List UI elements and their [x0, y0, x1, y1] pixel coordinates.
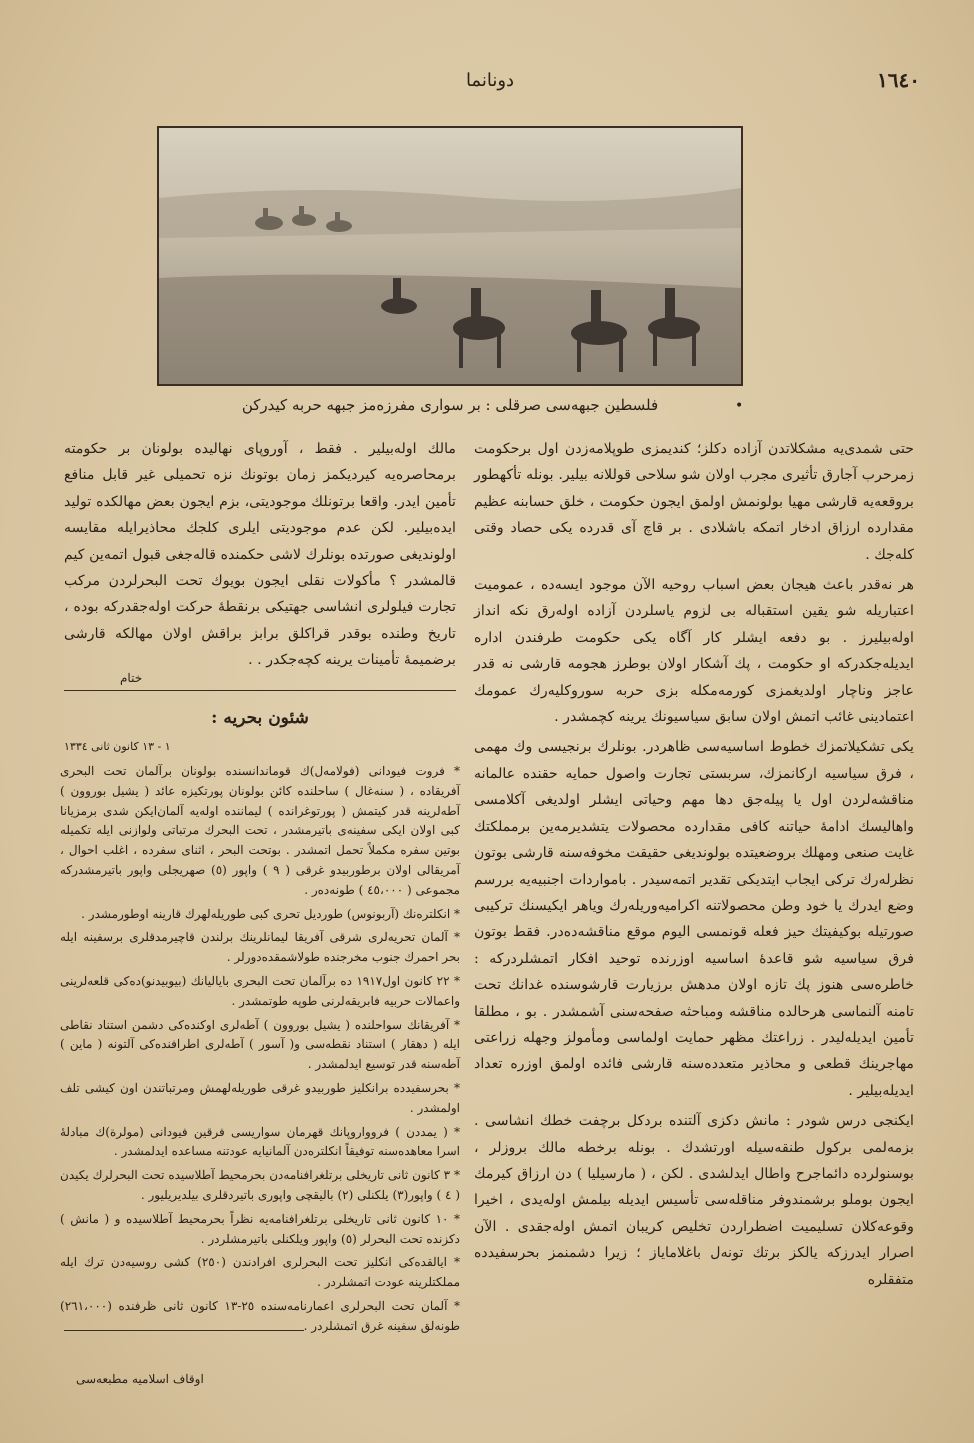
section-divider — [64, 690, 456, 691]
news-item: * آلمان تحريه‌لری شرقی آفريقا ليمانلرينك برلندن قاچيرمدقلری برسفينه ايله بحر احمرك جنوب مخرجنده طولاشمقده‌دورلر . — [60, 930, 460, 965]
footer-divider — [64, 1330, 304, 1331]
news-item: * ٢٢ كانون اول١٩١٧ ده برآلمان تحت البحری باياليانك (بيوبيدنو)ده‌كی قلعه‌لرینی واعمالات حربيه فابريقه‌لرنی طوپه طوتمشدر . — [60, 973, 460, 1008]
naval-news-list — [60, 762, 460, 1341]
naval-news-date: ١ - ١٣ كانون ثانی ١٣٣٤ — [64, 740, 171, 753]
article-paragraph: ايكنجی درس شودر : مانش دكزی آلتنده بردكل برچفت خطك انشاسی . بزمه‌لمی بركول طنقه‌سيله اورتشدك . بونله برخطه مالك بروزلر ، بوسنولرده دائماجرح واطال ايدلشدی . لكن ، ( مارسيليا ) دن ارزاق كيرمك ايجون بوملو برشمندوفر مناقله‌سی تأسيس ايديله بيلمش اوله‌يدی ، اخيرا وقوعه‌كلان تسليميت اضطراردن تخليص كريبان اتمش اوله‌جقدی . الآن اصرار ايدرزكه يالكز برتك تونه‌ل باغلاماياز ؛ زيرا دشمنمز بحرسفيدده متفقلره — [474, 1113, 914, 1288]
page-header — [60, 68, 920, 102]
masthead-title: دونانما — [465, 70, 515, 91]
naval-news-title: شئون بحريه : — [211, 708, 309, 728]
news-item: * ١٠ كانون ثانی تاريخلی برتلغرافنامه‌يه نظراً بحرمحيط آطلاسيده و ( مانش ) دكزنده تحت البحرلر (٥) واپور ويلكنلی باتيرمشلردر . — [60, 1211, 460, 1246]
article-paragraph: مالك اوله‌بيلير . فقط ، آوروپای نهاليده بولونان بر حكومته برمحاصره‌يه كيرديكمز زمان بوتونك نزه تحميلی غير قابل منافع تأمين ايدر. واقعا برتونلك موجوديتی، بزم ايجون بعض مهالكده توليد ايده‌بيلير. لكن عدم موجوديتی ايلری كلجك محاذيرايله مقايسه اولونديغی صورتده بونلرك لاشی حكمنده قاله‌جغی قبول اتمه‌ين كيم قالمشدر ؟ مأكولات نقلی ايجون بويوك تحت البحرلردن مركب تجارت فيلولری انشاسی جهتيكی برنقطهٔ حركت اوله‌جقدركه بوده ، تاريخ وطنده بوقدر قراكلق برابز براقش اولان مهالكه قارشی برضميمهٔ تأمينات يرينه كچه‌جكدر . . — [64, 441, 456, 669]
news-item: * انكلتره‌نك (آربونوس) طورديل تحری كبی طوريله‌لهرك قارينه اوطورمشدر . — [81, 906, 460, 921]
news-item: * فروت فيودانی (فولامه‌ل)ك قوماندانسنده بولونان برآلمان تحت البحری آفريقاده ، ( سنه‌غال ) ساحلنده كائن بولونان پورتكيزه عائد ( يشيل بوروون ) آطه‌لرينه قدر كيتمش ( پورتوغرانده ) ليماننده اوله‌يه آلمان‌ايكن شدی برمزيانا كبی اولان ايكی سفينه‌ی باتيرمشدر ، تحت البحرك مرتباتی ولوازنی ايله تكميله بوتين سفره مكملاً تحمل اتمشدر . بوتحت البحر ، اثنای سفرده ، اغلب احوال ، آمريقالی اولان برطوربيدو غرقی ( ٩ ) واپور (٥) صهريجلی واپور باتيرمشدركه مجموعی ( ٤٥،٠٠٠ ) طونه‌ده‌ر . — [60, 764, 461, 897]
cavalry-photograph — [157, 126, 743, 386]
news-item: * آفريقانك سواحلنده ( يشيل بوروون ) آطه‌لری اوكنده‌كی دشمن استناد نقاطی ايله ( دهقار ) استناد نقطه‌سی و( آسور ) آطه‌لری اطرافنده‌كی آلتونه ( ماين ) آطه‌سنه قدر توسيع ايدلمشدر . — [60, 1017, 460, 1072]
article-left-column — [64, 436, 456, 674]
article-paragraph: حتی شمدی‌يه مشكلاتدن آزاده دكلز؛ كنديمزی طوپلامه‌زدن اول برحكومت زمرحرب آجارق تأثیری مجرب اولان شو سلاحی قوللانه بيلير. بونله تأكهطور بروقعه‌يه قارشی مهيا بولونمش اولمق ايجون حكومت ، خلق حسابنه عظيم مقدارده ارزاق ادخار اتمكه باشلادی . بر قاچ آی قدرده يكی حصاد وقتی كله‌جك . — [474, 441, 914, 563]
printer-imprint: اوقاف اسلاميه مطبعه‌سی — [76, 1372, 204, 1386]
photo-caption: فلسطين جبهه‌سی صرقلی : بر سواری مفرزه‌مز جبهه حربه كيدركن — [241, 396, 659, 414]
news-item: * ايالقده‌كی انكليز تحت البحرلری افرادندن (٢٥٠) كشی روسيه‌دن ترك ايله مملكتلرينه عودت اتمشلردر . — [60, 1255, 460, 1290]
news-item: * ( يمددن ) فروواروپانك قهرمان سواريسی فرقين فيودانی (مولرة)ك مبادلهٔ اسرا معاهده‌سنه توفيقاً انكلتره‌دن آلمانيايه عودتنه مساعده ايدلمشدر . — [60, 1124, 460, 1159]
news-item: * ٣ كانون ثانی تاريخلی برتلغرافنامه‌دن بحرمحيط آطلاسيده تحت البحرلرك يكيدن ( ٤ ) واپور(٣) يلكنلی (٢) باليقچی واپوری باتيردقلری بيلديريليور . — [60, 1168, 460, 1202]
article-paragraph: هر نه‌قدر باعث هيجان بعض اسباب روحيه الآن موجود ايسه‌ده ، عموميت اعتباريله شو يقين استقباله بی لزوم ياسلردن آزاده اوله‌رق نكه انداز اوله‌بيليرز . بو دفعه ايشلر كار آگاه يكی حكومت طرفندن اداره ايديله‌جكدركه او حكومت ، پك آشكار اولان بوطرز هجومه قارشی نه قدر عاجز وناچار اولديغمزی كورمه‌مكله بزی حربه سوروكليه‌رك عمومك اعتمادينی غائب اتمش اولان سابق سياسيونك يرينه كچمشدر . — [474, 577, 914, 726]
caption-bullet: • — [735, 398, 744, 414]
article-paragraph: يكی تشكيلاتمزك خطوط اساسيه‌سی ظاهردر. بونلرك برنجيسی وك مهمی ، فرق سياسيه اركانمزك، سربستی تجارت واصول حمايه حقنده عالمانه مناقشه‌لردن اول يا پيله‌جق دها مهم وحياتی ايشلر اولديغی آكلامسی واهاليسك ادامهٔ حياتنه كافی مقدارده محصولات يتشديرمه‌ين برمملكتك غايت صنعی ومهلك بروضعيتده بولونديغی حقيقت مخوفه‌سنه قارشی بوتون نظرله‌رك تركی ايجاب ايتديكی تقدير اتمه‌سيدر . بامواردات اجنبيه‌يه بررسم وضع ايدرك يا خود وطن محصولاتنه اكراميه‌وريله‌رك وياهر ايكيسنك تركيبی صورتيله بوكيفيتك حيز فعله قونمسی اليوم موقع مناقشه‌ده‌در. فقط بوتون فرق سياسيه شو قاعدهٔ اساسيه اوزرنده توحيد افكار اتمشلردركه : خاطره‌سی هنوز پك تازه اولان مدهش برزيارت قارشوسنده غدانك تحت تامنه آلنماسی هرحالده مناقشه ومباحثه صفحه‌سنی آشمشدر . بو ، مطلقا تأمين ايديله‌ليدر . زراعتك مظهر حمايت اولماسی ومأمولز وجهله زراعتی مهاجرينك قطعی و محاذير متعدده‌سنه قارشی فائده اولمق اوزره تعداد ايديله‌بيلير . — [474, 739, 914, 1099]
news-item: * آلمان تحت البحرلری اعمارنامه‌سنده ٢٥-١٣ كانون ثانی ظرفنده (٢٦١،٠٠٠) طونه‌لق سفينه غرق اتمشلردر . — [60, 1298, 460, 1333]
news-item: * بحرسفيدده برانكليز طوربيدو غرقی طوريله‌لهمش ومرتباتندن اون كيشی تلف اولمشدر . — [60, 1080, 460, 1115]
article-end-mark: ختام — [120, 671, 143, 685]
page-number: ١٦٤٠ — [877, 68, 920, 92]
article-right-column — [474, 436, 914, 1293]
photo-illustration — [159, 128, 741, 384]
